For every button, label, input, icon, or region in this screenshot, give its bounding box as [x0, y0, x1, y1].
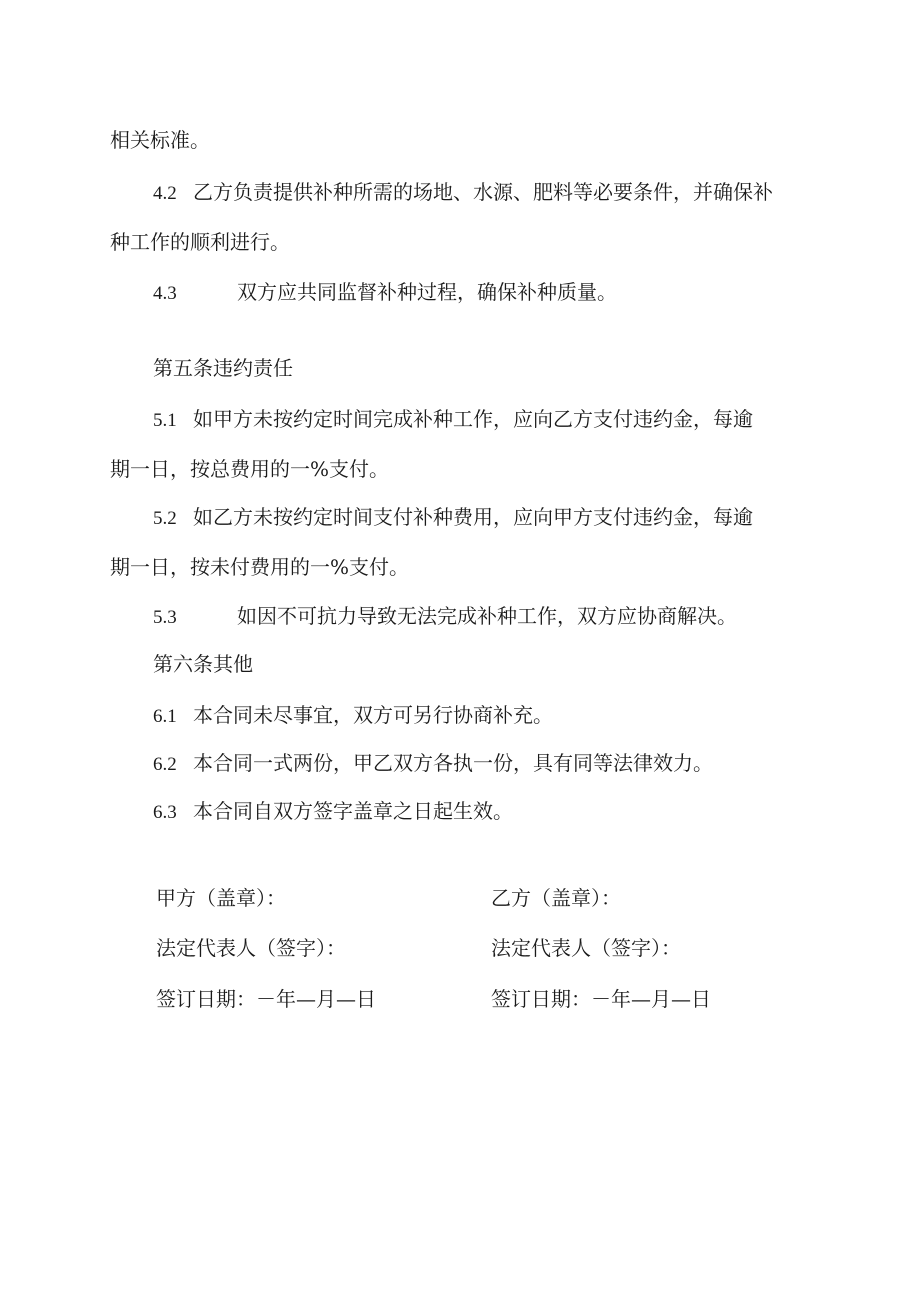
party-a-rep-line: 法定代表人（签字）：: [156, 936, 346, 960]
clause-number: 4.2: [153, 183, 177, 204]
clause-5-2-line2: [110, 555, 409, 579]
clause-6-3: [153, 799, 513, 825]
article-6-title: [153, 652, 253, 676]
clause-5-2-line1: [153, 505, 753, 531]
clause-text: 种工作的顺利进行。: [110, 230, 290, 254]
clause-text: 乙方负责提供补种所需的场地、水源、肥料等必要条件，并确保补: [193, 180, 773, 204]
party-a-date-line: 签订日期：－年—月—日: [156, 987, 376, 1011]
clause-5-1-line2: [110, 457, 389, 481]
clause-4-3: [153, 280, 617, 306]
clause-6-1: [153, 703, 553, 729]
clause-number: 5.1: [153, 410, 177, 431]
clause-text: 本合同未尽事宜，双方可另行协商补充。: [193, 703, 553, 727]
clause-number: 4.3: [153, 283, 177, 304]
clause-4-1-tail: [110, 128, 210, 152]
clause-text: 相关标准。: [110, 128, 210, 152]
clause-number: 5.3: [153, 607, 177, 628]
clause-text: 本合同一式两份，甲乙双方各执一份，具有同等法律效力。: [193, 751, 713, 775]
clause-number: 6.1: [153, 706, 177, 727]
article-title: 第五条违约责任: [153, 356, 293, 380]
party-b-seal-line: 乙方（盖章）：: [491, 886, 621, 910]
clause-text: 如甲方未按约定时间完成补种工作，应向乙方支付违约金，每逾: [193, 407, 753, 431]
clause-5-3: [153, 604, 737, 630]
clause-text: 如因不可抗力导致无法完成补种工作，双方应协商解决。: [237, 604, 737, 628]
party-b-rep-line: 法定代表人（签字）：: [491, 936, 681, 960]
party-a-seal-line: 甲方（盖章）：: [156, 886, 286, 910]
clause-4-2-line2: [110, 230, 290, 254]
clause-5-1-line1: [153, 407, 753, 433]
party-b-date-line: 签订日期：－年—月—日: [491, 987, 711, 1011]
clause-4-2-line1: [153, 180, 773, 206]
clause-text: 本合同自双方签字盖章之日起生效。: [193, 799, 513, 823]
clause-number: 5.2: [153, 508, 177, 529]
clause-6-2: [153, 751, 713, 777]
clause-text: 双方应共同监督补种过程，确保补种质量。: [237, 280, 617, 304]
article-title: 第六条其他: [153, 652, 253, 676]
clause-number: 6.2: [153, 754, 177, 775]
article-5-title: [153, 356, 293, 380]
clause-text: 期一日，按未付费用的一%支付。: [110, 555, 410, 579]
clause-text: 如乙方未按约定时间支付补种费用，应向甲方支付违约金，每逾: [193, 505, 753, 529]
clause-text: 期一日，按总费用的一%支付。: [110, 457, 390, 481]
clause-number: 6.3: [153, 802, 177, 823]
